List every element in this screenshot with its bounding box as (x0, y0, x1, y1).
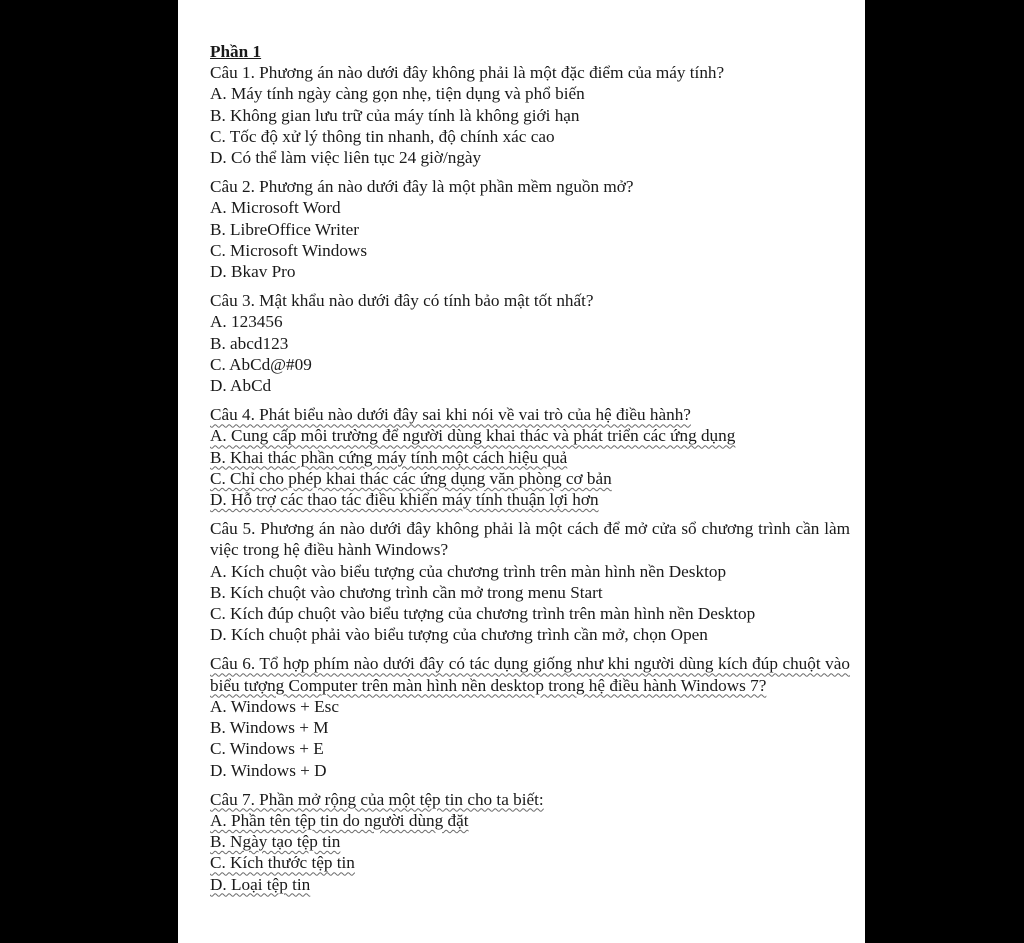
option-a: A. Kích chuột vào biểu tượng của chương trình trên màn hình nền Desktop (210, 561, 727, 581)
option-b: B. LibreOffice Writer (210, 219, 360, 239)
option-d: D. Hỗ trợ các thao tác điều khiển máy tính thuận lợi hơn (210, 490, 599, 510)
option-c: C. Chỉ cho phép khai thác các ứng dụng văn phòng cơ bản (210, 468, 612, 488)
option-a: A. Windows + Esc (210, 696, 339, 716)
question-text: Câu 5. Phương án nào dưới đây không phải là một cách để mở cửa sổ chương trình cần làm việc trong hệ điều hành Windows? (210, 519, 850, 560)
document-page (178, 0, 865, 943)
question-text: Câu 6. Tổ hợp phím nào dưới đây có tác dụng giống như khi người dùng kích đúp chuột vào biểu tượng Computer trên màn hình nền desktop trong hệ điều hành Windows 7? (210, 654, 850, 695)
option-b: B. Khai thác phần cứng máy tính một cách hiệu quả (210, 447, 568, 467)
option-c: C. Microsoft Windows (210, 240, 368, 260)
option-b: B. Không gian lưu trữ của máy tính là không giới hạn (210, 105, 580, 125)
option-d: D. Bkav Pro (210, 262, 296, 282)
option-a: A. Cung cấp môi trường để người dùng khai thác và phát triển các ứng dụng (210, 426, 736, 446)
document-content (210, 41, 850, 903)
option-c: C. Tốc độ xử lý thông tin nhanh, độ chính xác cao (210, 126, 555, 146)
question-4 (210, 404, 850, 510)
option-d: D. Windows + D (210, 760, 327, 780)
option-b: B. Ngày tạo tệp tin (210, 832, 341, 852)
question-text: Câu 2. Phương án nào dưới đây là một phần mềm nguồn mở? (210, 177, 634, 197)
question-text: Câu 1. Phương án nào dưới đây không phải là một đặc điểm của máy tính? (210, 63, 725, 83)
option-d: D. Loại tệp tin (210, 874, 311, 894)
option-b: B. abcd123 (210, 333, 289, 353)
question-3 (210, 290, 850, 396)
option-c: C. Windows + E (210, 739, 324, 759)
question-1 (210, 62, 850, 168)
option-d: D. AbCd (210, 376, 272, 396)
option-d: D. Kích chuột phải vào biểu tượng của chương trình cần mở, chọn Open (210, 625, 708, 645)
option-a: A. Microsoft Word (210, 198, 341, 218)
question-2 (210, 176, 850, 282)
question-text: Câu 7. Phần mở rộng của một tệp tin cho ta biết: (210, 789, 544, 809)
option-c: C. Kích đúp chuột vào biểu tượng của chương trình trên màn hình nền Desktop (210, 604, 756, 624)
question-text: Câu 3. Mật khẩu nào dưới đây có tính bảo mật tốt nhất? (210, 291, 594, 311)
section-title: Phần 1 (210, 42, 262, 61)
question-7 (210, 789, 850, 895)
question-5 (210, 518, 850, 645)
question-6 (210, 653, 850, 780)
option-b: B. Windows + M (210, 718, 329, 738)
option-a: A. Phần tên tệp tin do người dùng đặt (210, 810, 469, 830)
question-text: Câu 4. Phát biểu nào dưới đây sai khi nói về vai trò của hệ điều hành? (210, 405, 691, 425)
option-c: C. Kích thước tệp tin (210, 853, 355, 873)
option-b: B. Kích chuột vào chương trình cần mở trong menu Start (210, 582, 603, 602)
option-d: D. Có thể làm việc liên tục 24 giờ/ngày (210, 148, 482, 168)
option-a: A. 123456 (210, 312, 283, 332)
option-c: C. AbCd@#09 (210, 354, 312, 374)
option-a: A. Máy tính ngày càng gọn nhẹ, tiện dụng và phổ biến (210, 84, 585, 104)
